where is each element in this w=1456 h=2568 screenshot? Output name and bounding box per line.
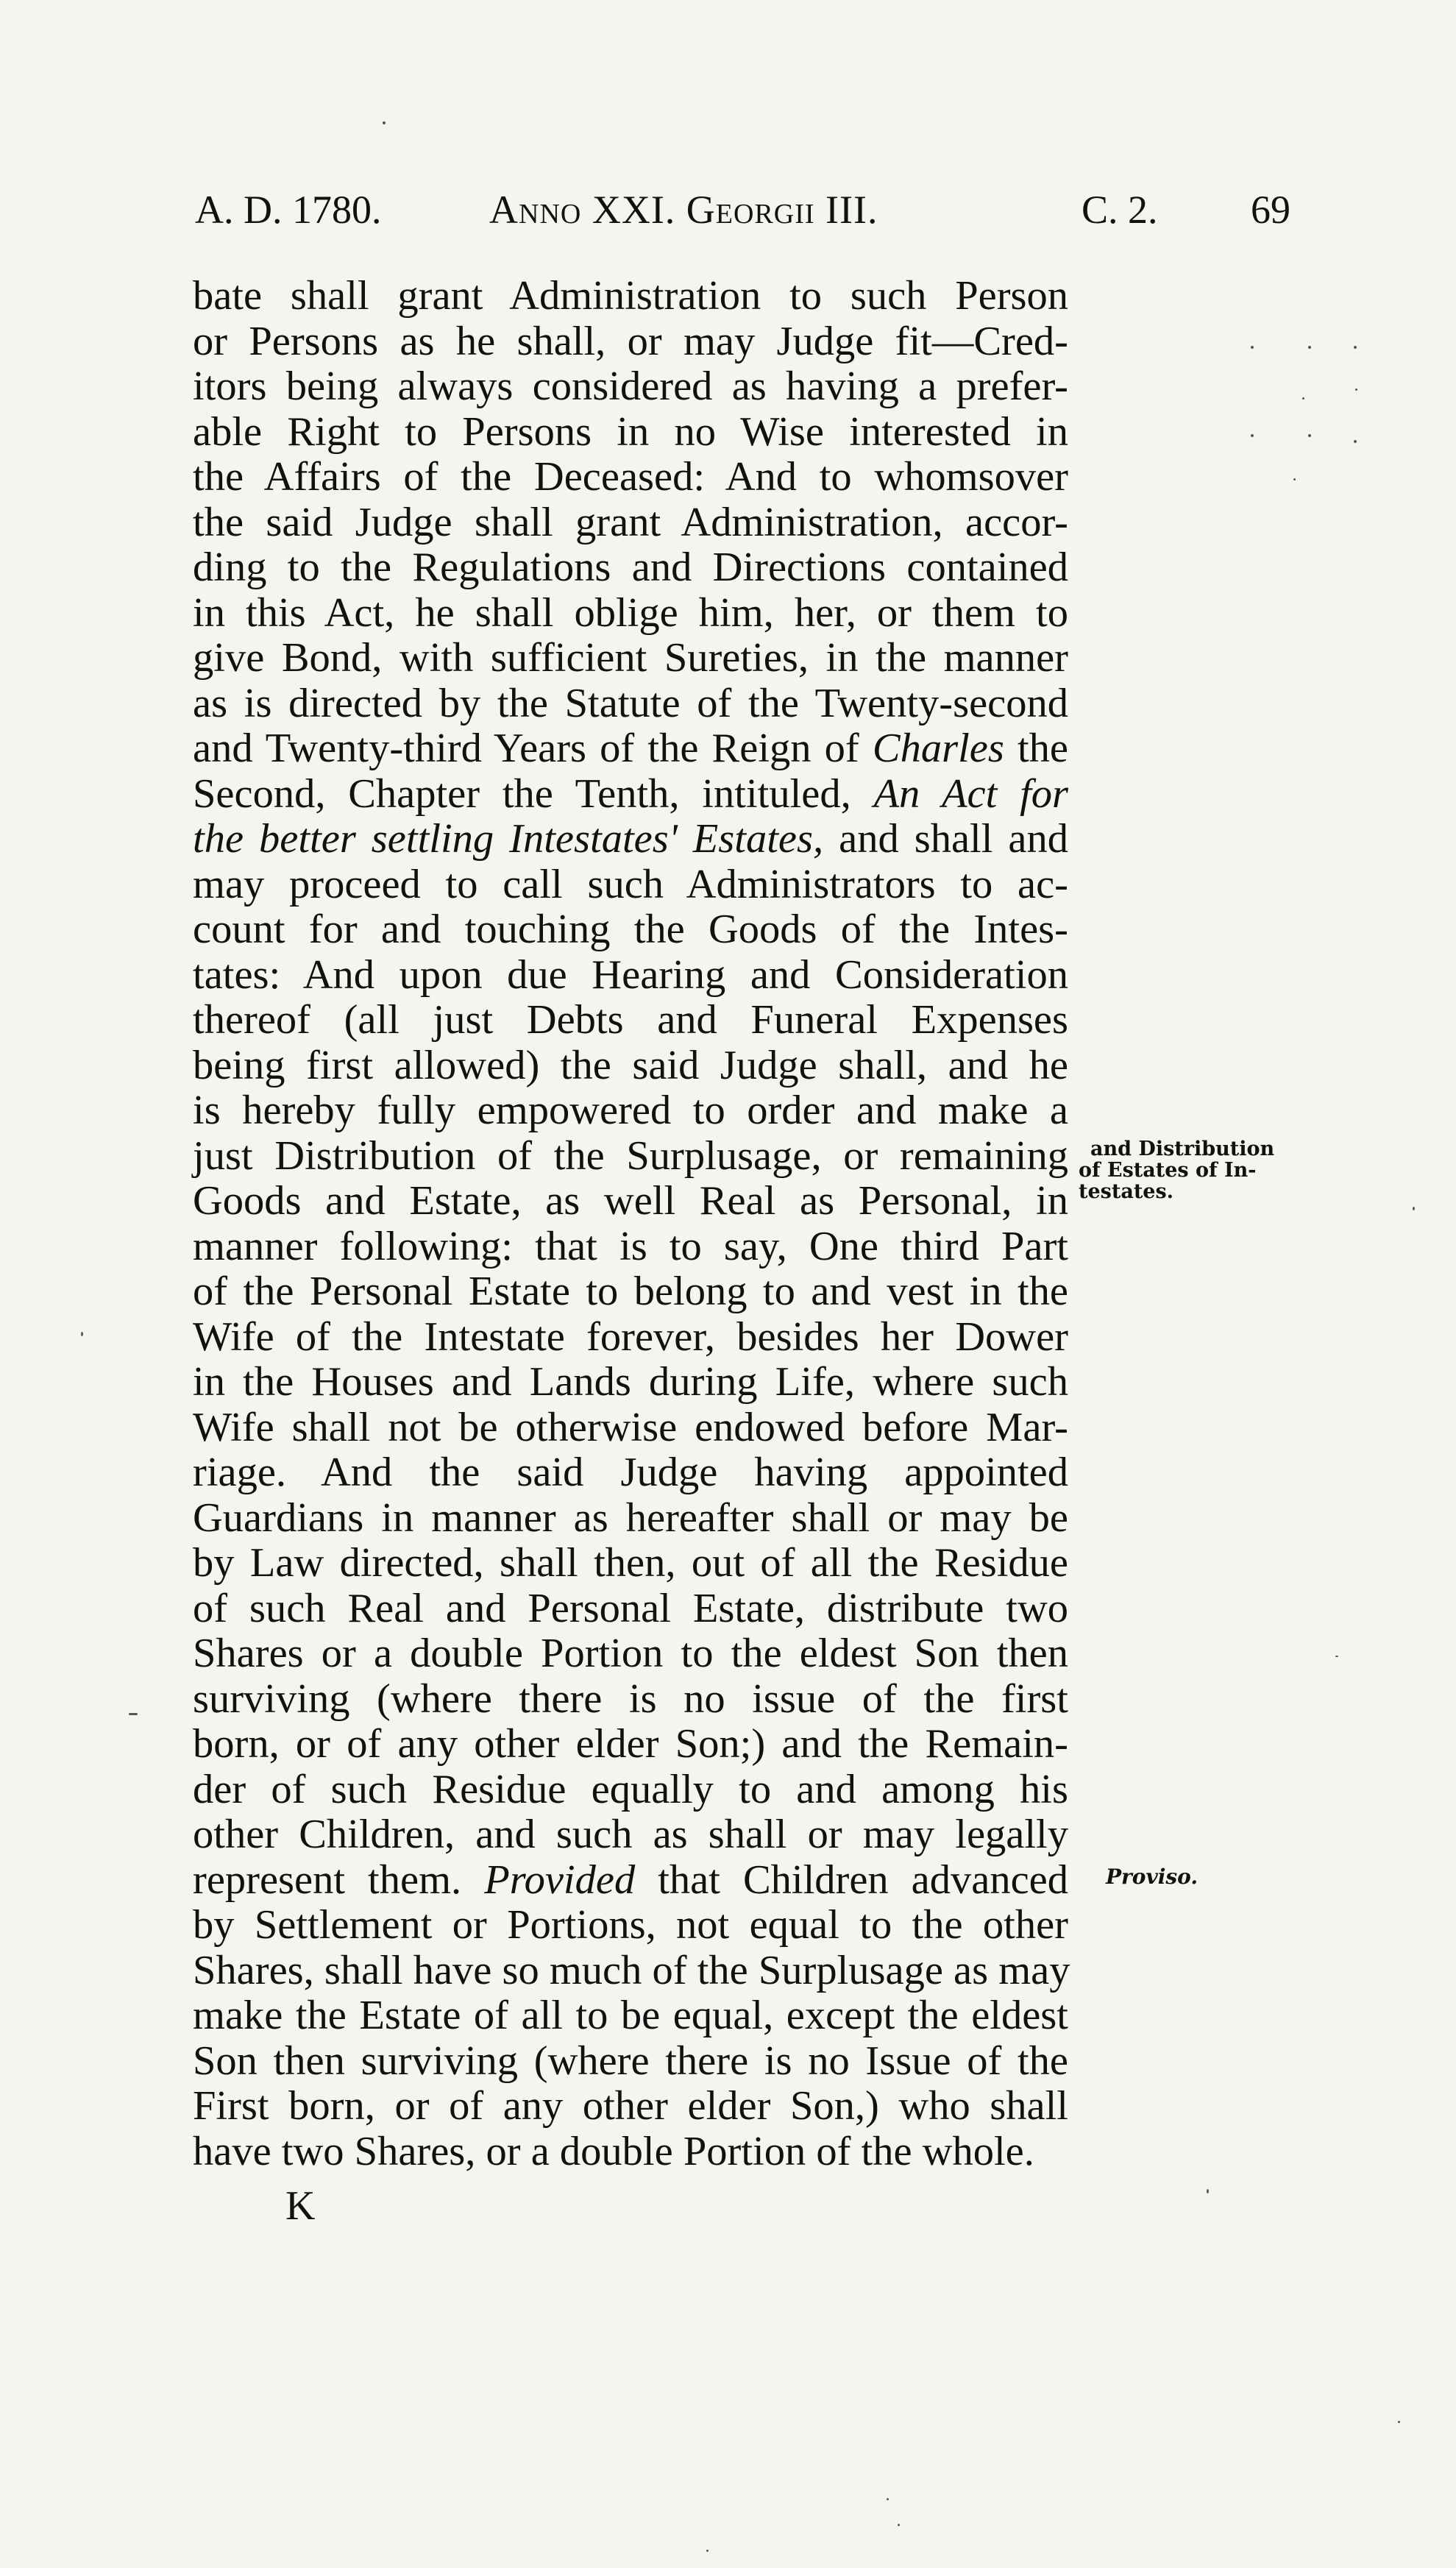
text-line: Goods and Estate, as well Real as Personal, in [193, 1178, 1068, 1224]
text-line: der of such Residue equally to and among his [193, 1766, 1068, 1812]
text-segment: and shall and [823, 816, 1068, 862]
text-line: Guardians in manner as hereafter shall or may be [193, 1494, 1068, 1541]
text-line: make the Estate of all to be equal, except the eldest [193, 1993, 1068, 2038]
speck [1308, 434, 1311, 437]
speck [887, 2498, 889, 2500]
speck [1413, 1207, 1415, 1210]
text-line: able Right to Persons in no Wise interested in [193, 408, 1068, 455]
text-line: the said Judge shall grant Administration, accor- [193, 499, 1068, 545]
text-line [193, 817, 1068, 862]
text-line: being first allowed) the said Judge shall, and he [193, 1042, 1068, 1088]
margin-note-proviso: Proviso. [1106, 1865, 1198, 1889]
text-line: Shares, shall have so much of the Surplusage as may [193, 1947, 1070, 1993]
text-line: Wife shall not be otherwise endowed before Mar- [193, 1404, 1068, 1450]
text-line: by Settlement or Portions, not equal to the other [193, 1902, 1068, 1948]
text-line: surviving (where there is no issue of the first [193, 1675, 1068, 1722]
speck [1335, 1656, 1338, 1657]
text-line: in this Act, he shall oblige him, her, or them to [193, 589, 1068, 636]
page-number: 69 [1251, 188, 1290, 232]
speck [706, 2550, 709, 2552]
text-line: give Bond, with sufficient Sureties, in the manner [193, 635, 1068, 681]
italic-act-title: An Act for [873, 770, 1069, 817]
text-line: Wife of the Intestate forever, besides her Dower [193, 1313, 1068, 1360]
text-line: by Law directed, shall then, out of all the Residue [193, 1540, 1068, 1586]
speck [1251, 434, 1254, 437]
text-line: First born, or of any other elder Son,) who shall [193, 2083, 1068, 2129]
speck [1354, 440, 1357, 443]
text-segment: that Children advanced [635, 1856, 1068, 1903]
text-line [193, 772, 1068, 817]
text-line: as is directed by the Statute of the Twenty-second [193, 680, 1068, 726]
text-line: Shares or a double Portion to the eldest Son then [193, 1631, 1068, 1676]
text-line: manner following: that is to say, One third Part [193, 1223, 1068, 1269]
speck [1207, 2189, 1209, 2193]
speck [81, 1332, 83, 1336]
text-line: thereof (all just Debts and Funeral Expenses [193, 997, 1068, 1043]
text-line: riage. And the said Judge having appointed [193, 1450, 1068, 1495]
margin-note-line: testates. [1079, 1180, 1174, 1203]
header-reign: Anno XXI. Georgii III. [489, 188, 878, 232]
text-line: the Affairs of the Deceased: And to whomsover [193, 454, 1068, 500]
text-line [193, 726, 1068, 772]
margin-note-line: of Estates of In- [1079, 1159, 1257, 1182]
speck [898, 2524, 900, 2526]
body-text [193, 274, 1068, 2174]
text-line: just Distribution of the Surplusage, or remaining [193, 1132, 1068, 1179]
text-line: itors being always considered as having a prefer- [193, 363, 1068, 409]
text-line: count for and touching the Goods of the Intes- [193, 907, 1068, 952]
running-header [195, 184, 1372, 235]
speck [383, 121, 386, 124]
text-line: is hereby fully empowered to order and make a [193, 1088, 1068, 1133]
speck [1251, 346, 1254, 349]
speck [1355, 389, 1357, 391]
text-line: of such Real and Personal Estate, distribute two [193, 1585, 1068, 1631]
text-segment: the [1004, 726, 1068, 771]
text-line [193, 1858, 1068, 1904]
text-line: ding to the Regulations and Directions contained [193, 545, 1068, 590]
speck [1302, 397, 1304, 400]
text-line: born, or of any other elder Son;) and the Remain- [193, 1721, 1068, 1767]
speck [1293, 478, 1296, 480]
text-line: bate shall grant Administration to such Person [193, 273, 1068, 319]
text-line: Son then surviving (where there is no Issue of the [193, 2037, 1068, 2084]
italic-name: Charles [872, 726, 1004, 771]
text-line: other Children, and such as shall or may legally [193, 1812, 1068, 1857]
catchword: K [285, 2183, 316, 2229]
text-line: of the Personal Estate to belong to and vest in the [193, 1269, 1068, 1314]
speck [1354, 346, 1357, 349]
text-segment: represent them. [193, 1856, 462, 1903]
text-line: or Persons as he shall, or may Judge fit—Cred- [193, 318, 1068, 364]
text-line: may proceed to call such Administrators to ac- [193, 861, 1068, 907]
header-chapter: C. 2. [1082, 188, 1158, 232]
text-line: have two Shares, or a double Portion of the whole. [193, 2128, 1034, 2174]
speck [1398, 2421, 1400, 2423]
italic-act-title: the better settling Intestates' Estates, [193, 816, 824, 862]
text-line: in the Houses and Lands during Life, where such [193, 1359, 1068, 1405]
italic-provided: Provided [484, 1856, 636, 1903]
text-segment: Second, Chapter the Tenth, intituled, [193, 770, 851, 817]
speck [129, 1713, 138, 1715]
text-line: tates: And upon due Hearing and Consideration [193, 951, 1068, 998]
header-year: A. D. 1780. [195, 188, 382, 232]
text-segment: and Twenty-third Years of the Reign of [193, 726, 859, 771]
margin-note-line: and Distribution [1090, 1138, 1275, 1160]
margin-note-distribution [1079, 1138, 1343, 1202]
speck [1308, 346, 1311, 349]
